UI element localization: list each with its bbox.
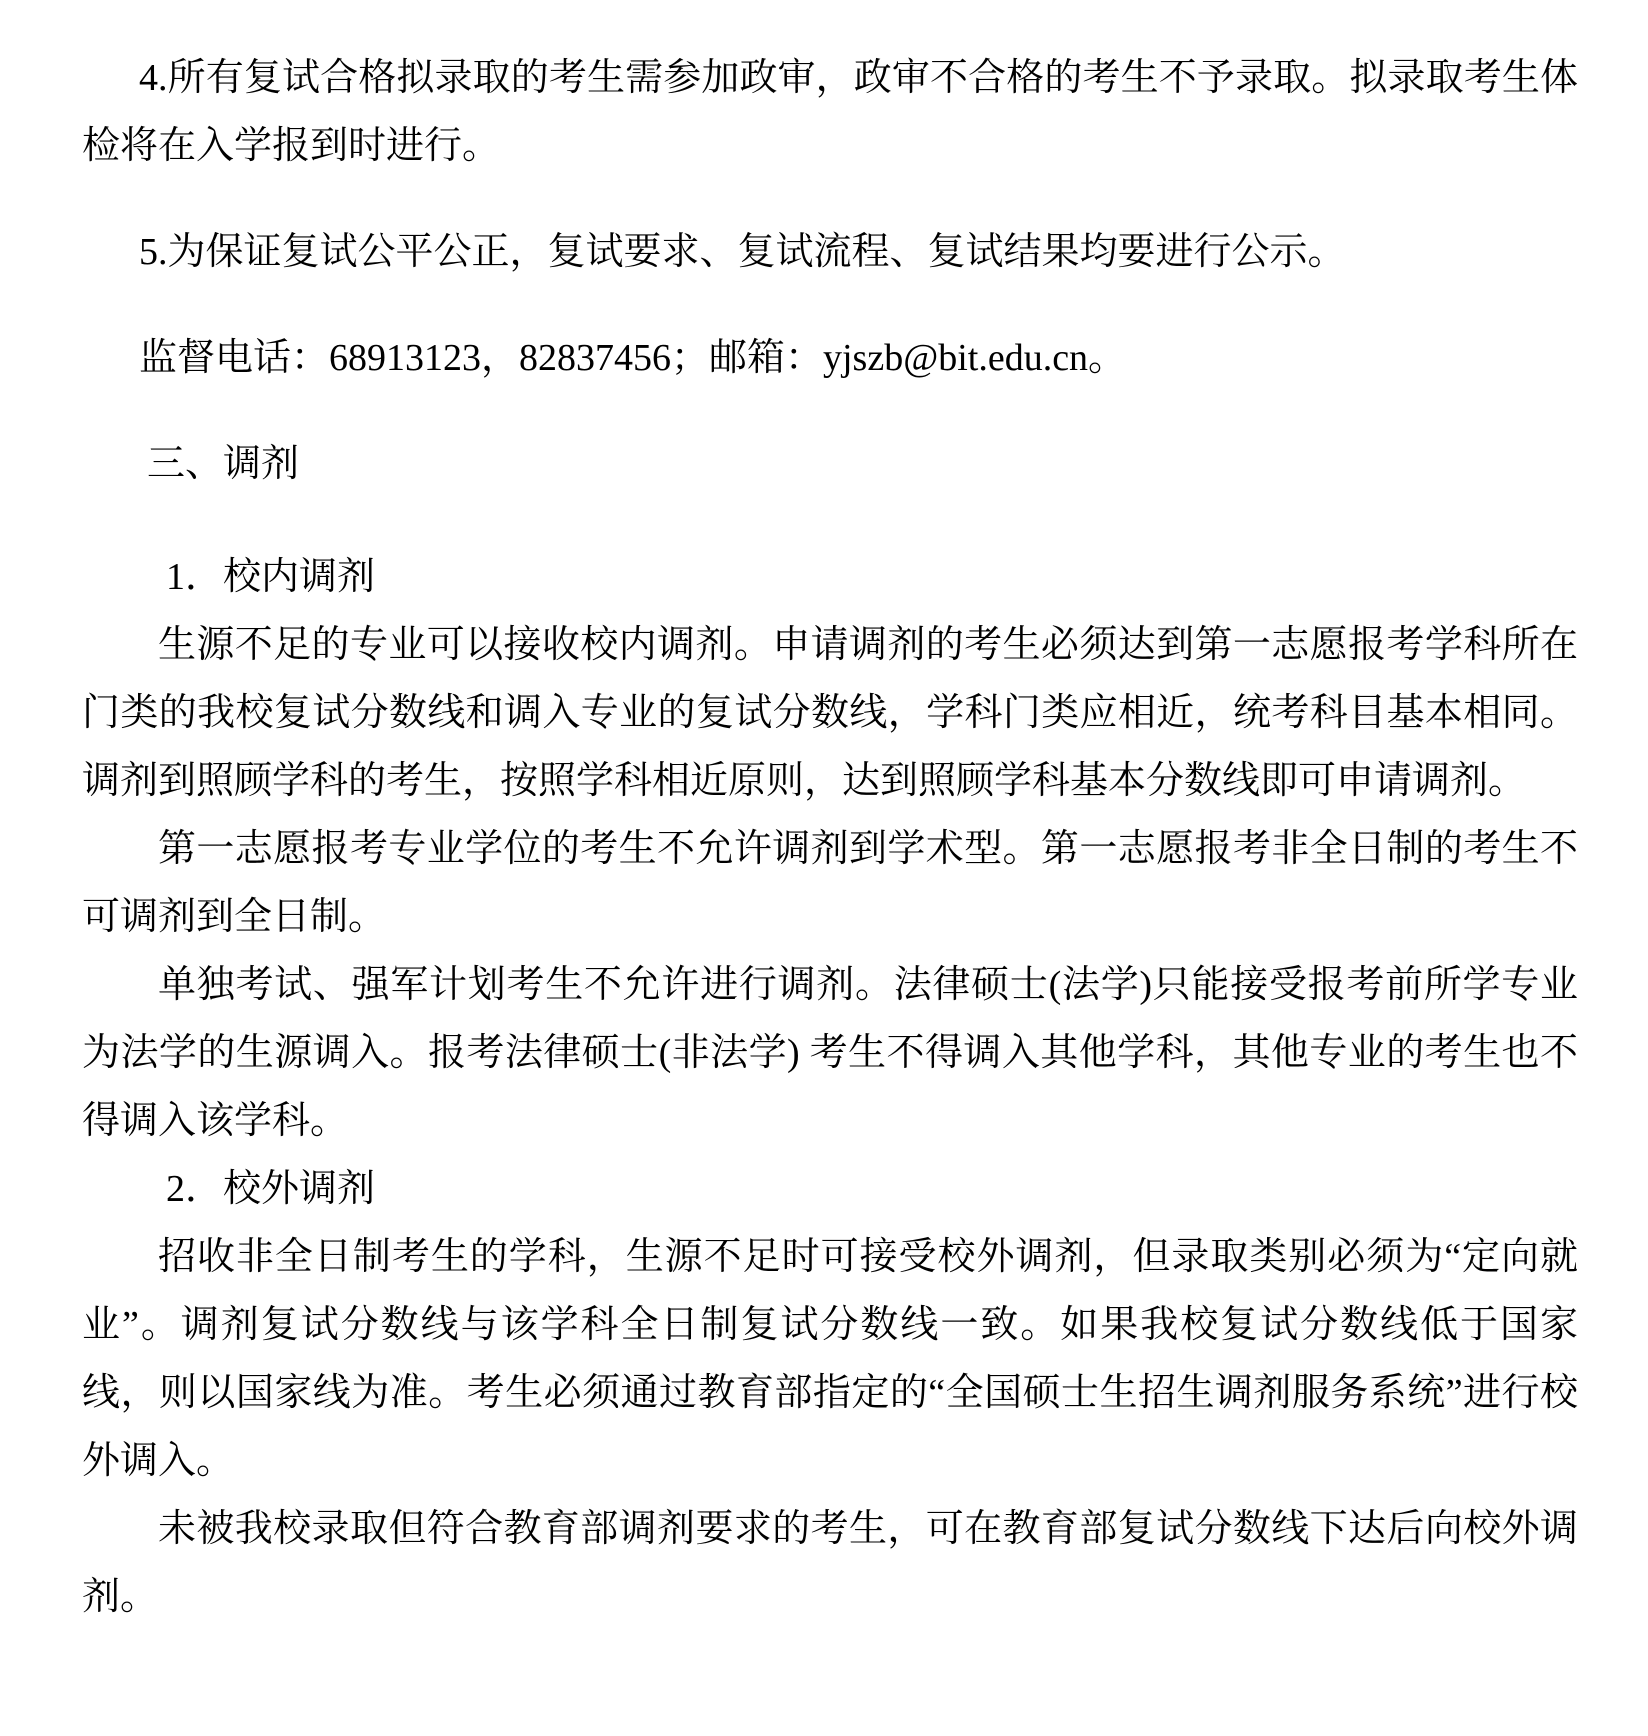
paragraph-external-transfer-eligibility: 未被我校录取但符合教育部调剂要求的考生，可在教育部复试分数线下达后向校外调剂。 bbox=[82, 1508, 1578, 1618]
paragraph-item-5: 5.为保证复试公平公正，复试要求、复试流程、复试结果均要进行公示。 bbox=[139, 231, 1346, 273]
subsection-heading-campus-internal: 1．校内调剂 bbox=[166, 556, 376, 598]
paragraph-special-exam-restrictions: 单独考试、强军计划考生不允许进行调剂。法律硕士(法学)只能接受报考前所学专业为法学的生源调入。报考法律硕士(非法学) 考生不得调入其他学科，其他专业的考生也不得调入该学科。 bbox=[82, 964, 1578, 1142]
section-heading-tiaoji: 三、调剂 bbox=[147, 443, 300, 485]
paragraph-internal-transfer-rules: 生源不足的专业可以接收校内调剂。申请调剂的考生必须达到第一志愿报考学科所在门类的我校复试分数线和调入专业的复试分数线，学科门类应相近，统考科目基本相同。调剂到照顾学科的考生，按照学科相近原则，达到照顾学科基本分数线即可申请调剂。 bbox=[82, 624, 1578, 802]
subsection-heading-campus-external: 2．校外调剂 bbox=[166, 1168, 376, 1210]
paragraph-first-choice-restrictions: 第一志愿报考专业学位的考生不允许调剂到学术型。第一志愿报考非全日制的考生不可调剂到全日制。 bbox=[82, 828, 1578, 938]
paragraph-external-transfer-rules: 招收非全日制考生的学科，生源不足时可接受校外调剂，但录取类别必须为“定向就业”。调剂复试分数线与该学科全日制复试分数线一致。如果我校复试分数线低于国家线，则以国家线为准。考生必须通过教育部指定的“全国硕士生招生调剂服务系统”进行校外调入。 bbox=[82, 1236, 1578, 1482]
paragraph-item-4: 4.所有复试合格拟录取的考生需参加政审，政审不合格的考生不予录取。拟录取考生体检将在入学报到时进行。 bbox=[82, 57, 1578, 167]
supervision-contact-line: 监督电话：68913123，82837456；邮箱：yjszb@bit.edu.cn。 bbox=[139, 337, 1127, 379]
